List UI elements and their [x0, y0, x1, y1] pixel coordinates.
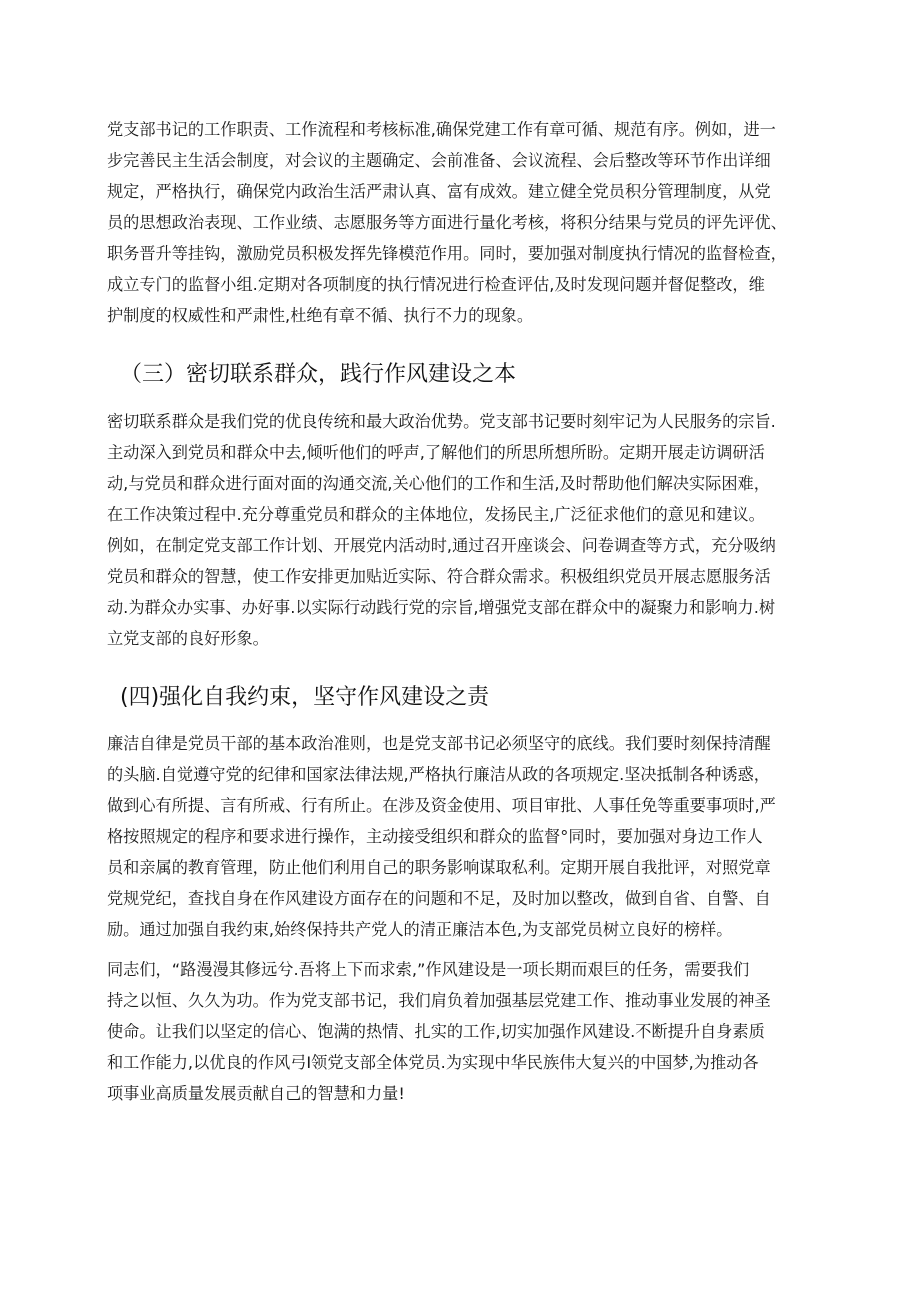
text-line: 动.为群众办实事、办好事.以实际行动践行党的宗旨,增强党支部在群众中的凝聚力和影响力.树: [107, 598, 776, 617]
text-line: 党支部书记的工作职责、工作流程和考核标准,确保党建工作有章可循、规范有序。例如，进一: [107, 120, 776, 139]
text-line: 在工作决策过程中.充分尊重党员和群众的主体地位，发扬民主,广泛征求他们的意见和建议。: [107, 505, 765, 524]
text-line: 例如，在制定党支部工作计划、开展党内活动时,通过召开座谈会、问卷调查等方式，充分吸纳: [107, 536, 776, 555]
text-line: 职务晋升等挂钩，激励党员积极发挥先锋模范作用。同时，要加强对制度执行情况的监督检查，: [107, 244, 787, 263]
text-line: 做到心有所提、言有所戒、行有所止。在涉及资金使用、项目审批、人事任免等重要事项时,严: [107, 796, 776, 815]
text-line: 护制度的权威性和严肃性,杜绝有章不循、执行不力的现象。: [107, 306, 534, 325]
text-line: 党规党纪，查找自身在作风建设方面存在的问题和不足，及时加以整改，做到自省、自警、自: [107, 889, 771, 908]
text-line: 格按照规定的程序和要求进行操作，主动接受组织和群众的监督°同时，要加强对身边工作人: [107, 827, 763, 846]
text-line: 和工作能力,以优良的作风弓I领党支部全体党员.为实现中华民族伟大复兴的中国梦,为推动各: [107, 1053, 759, 1072]
text-line: 立党支部的良好形象。: [107, 629, 269, 648]
text-line: 的头脑.自觉遵守党的纪律和国家法律法规,严格执行廉洁从政的各项规定.坚决抵制各种诱惑，: [107, 765, 770, 784]
text-line: 员和亲属的教育管理，防止他们利用自己的职务影响谋取私利。定期开展自我批评，对照党章: [107, 858, 771, 877]
text-line: 密切联系群众是我们党的优良传统和最大政治优势。党支部书记要时刻牢记为人民服务的宗旨.: [107, 412, 776, 431]
text-line: 步完善民主生活会制度，对会议的主题确定、会前准备、会议流程、会后整改等环节作出详细: [107, 151, 771, 170]
text-line: 励。通过加强自我约束,始终保持共产党人的清正廉洁本色,为支部党员树立良好的榜样。: [107, 920, 733, 939]
section-heading-three: （三）密切联系群众，践行作风建设之本: [120, 362, 517, 387]
text-line: 同志们，“路漫漫其修远兮.吾将上下而求索,”作风建设是一项长期而艰巨的任务，需要我们: [107, 960, 750, 979]
text-line: 员的思想政治表现、工作业绩、志愿服务等方面进行量化考核，将积分结果与党员的评先评优、: [107, 213, 787, 232]
text-line: 使命。让我们以坚定的信心、饱满的热情、扎实的工作,切实加强作风建设.不断提升自身素质: [107, 1022, 765, 1041]
text-line: 成立专门的监督小组.定期对各项制度的执行情况进行检查评估,及时发现问题并督促整改，维: [107, 275, 765, 294]
text-line: 项事业高质量发展贡献自己的智慧和力量!: [107, 1084, 405, 1103]
text-line: 主动深入到党员和群众中去,倾听他们的呼声,了解他们的所思所想所盼。定期开展走访调研活: [107, 443, 765, 462]
text-line: 持之以恒、久久为功。作为党支部书记，我们肩负着加强基层党建工作、推动事业发展的神圣: [107, 991, 771, 1010]
text-line: 廉洁自律是党员干部的基本政治准则，也是党支部书记必须坚守的底线。我们要时刻保持清醒: [107, 734, 771, 753]
section-heading-four: (四)强化自我约束，坚守作风建设之责: [120, 685, 490, 710]
text-line: 动,与党员和群众进行面对面的沟通交流,关心他们的工作和生活,及时帮助他们解决实际困难，: [107, 474, 770, 493]
text-line: 规定，严格执行，确保党内政治生活严肃认真、富有成效。建立健全党员积分管理制度，从党: [107, 182, 771, 201]
text-line: 党员和群众的智慧，使工作安排更加贴近实际、符合群众需求。积极组织党员开展志愿服务活: [107, 567, 771, 586]
